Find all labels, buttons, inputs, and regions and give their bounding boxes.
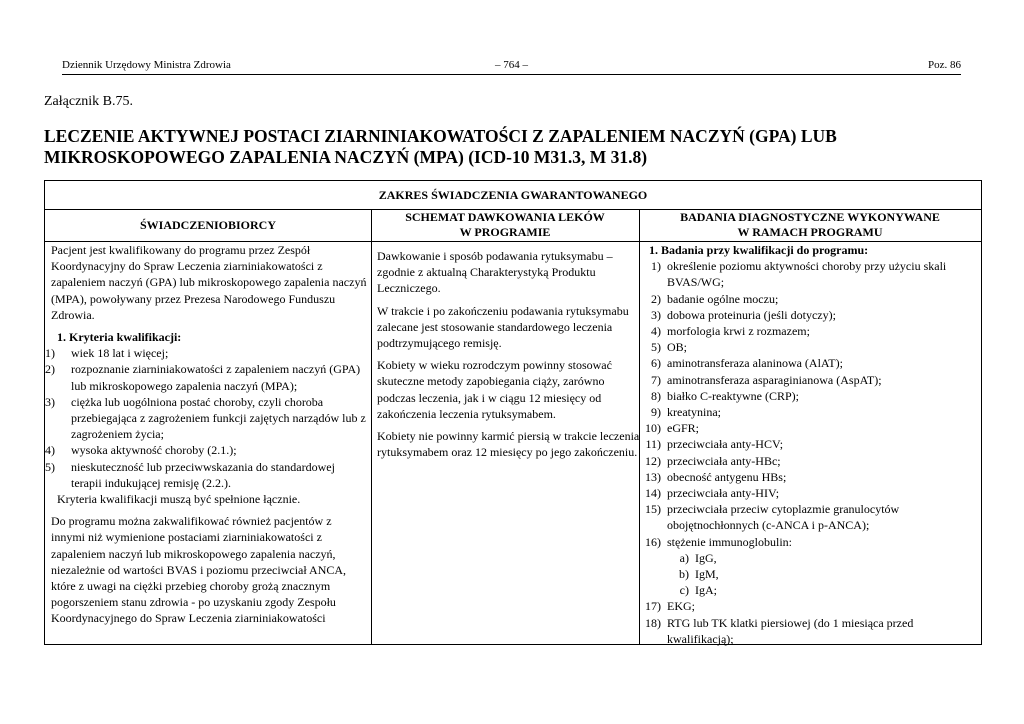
list-item: 6) aminotransferaza alaninowa (AlAT);: [651, 356, 843, 371]
page-header: [62, 58, 961, 75]
position-number: Poz. 86: [928, 59, 961, 71]
list-item: 14) przeciwciała anty-HIV;: [645, 486, 780, 501]
list-item: b) IgM,: [679, 567, 719, 582]
list-item: 5) OB;: [651, 340, 688, 355]
header-rule: [62, 74, 961, 75]
list-item: c) IgA;: [679, 583, 717, 598]
annex-label: Załącznik B.75.: [44, 94, 134, 109]
diagnostics-cell: [645, 242, 977, 647]
journal-name: Dziennik Urzędowy Ministra Zdrowia: [62, 59, 231, 71]
list-item: 12) przeciwciała anty-HBc;: [645, 453, 781, 468]
additional-qualification: Do programu można zakwalifikować również pacjentów z innymi niż wymienione postaciami ziarniniakowatości z zapaleniem naczyń lub mikroskopowego zapalenia naczyń, niezależnie od wartości BVAS i poziomu przeciwciał ANCA, które z uwagi na ciężki przebieg choroby grożą znacznym pogorszeniem stanu zdrowia - po uzyskaniu zgody Zespołu Koordynacyjnego do Spraw Leczenia ziarniniakowatości: [51, 514, 347, 626]
diagnostics-heading: 1. Badania przy kwalifikacji do programu:: [649, 243, 869, 257]
diagnostics-list: [645, 258, 977, 647]
list-item: 16) stężenie immunoglobulin: a) IgG, b) IgM, c) IgA;: [645, 534, 977, 599]
list-item: 15) przeciwciała przeciw cytoplazmie granulocytów obojętnochłonnych (c-ANCA i p-ANCA);: [645, 502, 900, 533]
col-head-diagnostics: [639, 209, 981, 241]
list-item: 18) RTG lub TK klatki piersiowej (do 1 miesiąca przed kwalifikacją);: [645, 615, 914, 646]
list-item: a) IgG,: [679, 550, 717, 565]
list-item: 9) kreatynina;: [651, 405, 721, 420]
dosing-paragraph-3: Kobiety w wieku rozrodczym powinny stosować skuteczne metody zapobiegania ciąży, zarówno podczas leczenia, jak i w ciągu 12 miesięcy od zakończenia leczenia rytuksymabem.: [377, 358, 612, 421]
list-item: 7) aminotransferaza asparaginianowa (AspAT);: [651, 372, 882, 387]
list-item: 4) morfologia krwi z rozmazem;: [651, 324, 810, 339]
qualification-intro: Pacjent jest kwalifikowany do programu przez Zespół Koordynacyjny do Spraw Leczenia ziarniniakowatości z zapaleniem naczyń (GPA) lub mikroskopowego zapalenia naczyń (MPA), powoływany przez Prezesa Narodowego Funduszu Zdrowia.: [51, 243, 367, 322]
list-item: 8) białko C-reaktywne (CRP);: [651, 388, 799, 403]
list-item: 1) wiek 18 lat i więcej;: [45, 346, 169, 361]
list-item: 2) rozpoznanie ziarniniakowatości z zapaleniem naczyń (GPA) lub mikroskopowego zapalenia naczyń (MPA);: [45, 362, 361, 393]
list-item: 3) ciężka lub uogólniona postać choroby, czyli choroba przebiegająca z zagrożeniem funkcji zajętych narządów lub z zagrożeniem życia;: [45, 394, 366, 442]
immunoglobulin-sublist: [667, 550, 977, 599]
list-item: 2) badanie ogólne moczu;: [651, 291, 779, 306]
col-head-diagnostics-line1: BADANIA DIAGNOSTYCZNE WYKONYWANE: [680, 210, 940, 224]
list-item: 1) określenie poziomu aktywności choroby przy użyciu skali BVAS/WG;: [651, 259, 947, 290]
list-item: 17) EKG;: [645, 599, 695, 614]
criteria-list: [45, 345, 367, 491]
criteria-heading: 1. Kryteria kwalifikacji:: [57, 330, 182, 345]
col-head-dosing-line2: W PROGRAMIE: [459, 225, 551, 239]
document-title: LECZENIE AKTYWNEJ POSTACI ZIARNINIAKOWATOŚCI Z ZAPALENIEM NACZYŃ (GPA) LUB MIKROSKOPOWEGO ZAPALENIA NACZYŃ (MPA) (ICD-10 M31.3, M 31.8): [44, 126, 837, 167]
list-item: 3) dobowa proteinuria (jeśli dotyczy);: [651, 307, 836, 322]
col-head-dosing-line1: SCHEMAT DAWKOWANIA LEKÓW: [405, 210, 605, 224]
dosing-cell: [377, 248, 643, 460]
list-item: 5) nieskuteczność lub przeciwwskazania do standardowej terapii indukującej remisję (2.2.).: [45, 459, 335, 490]
col-divider-1: [371, 209, 372, 645]
beneficiaries-cell: [45, 242, 367, 627]
program-table: [44, 180, 982, 645]
list-item: 13) obecność antygenu HBs;: [645, 469, 787, 484]
dosing-paragraph-4: Kobiety nie powinny karmić piersią w trakcie leczenia rytuksymabem oraz 12 miesięcy po jego zakończeniu.: [377, 429, 640, 460]
col-head-diagnostics-line2: W RAMACH PROGRAMU: [737, 225, 883, 239]
col-head-dosing: [371, 209, 639, 241]
list-item: 10) eGFR;: [645, 421, 700, 436]
list-item: 4) wysoka aktywność choroby (2.1.);: [45, 443, 237, 458]
dosing-paragraph-1: Dawkowanie i sposób podawania rytuksymabu – zgodnie z aktualną Charakterystyką Produktu Leczniczego.: [377, 249, 613, 296]
col-head-beneficiaries: [45, 209, 371, 241]
dosing-paragraph-2: W trakcie i po zakończeniu podawania rytuksymabu zalecane jest stosowanie standardowego leczenia podtrzymującego remisję.: [377, 303, 629, 351]
col-head-beneficiaries-label: ŚWIADCZENIOBIORCY: [139, 217, 277, 232]
page-number: – 764 –: [495, 59, 528, 71]
list-item: 11) przeciwciała anty-HCV;: [645, 437, 784, 452]
criteria-note: Kryteria kwalifikacji muszą być spełnione łącznie.: [57, 492, 301, 507]
scope-header: ZAKRES ŚWIADCZENIA GWARANTOWANEGO: [378, 188, 648, 202]
